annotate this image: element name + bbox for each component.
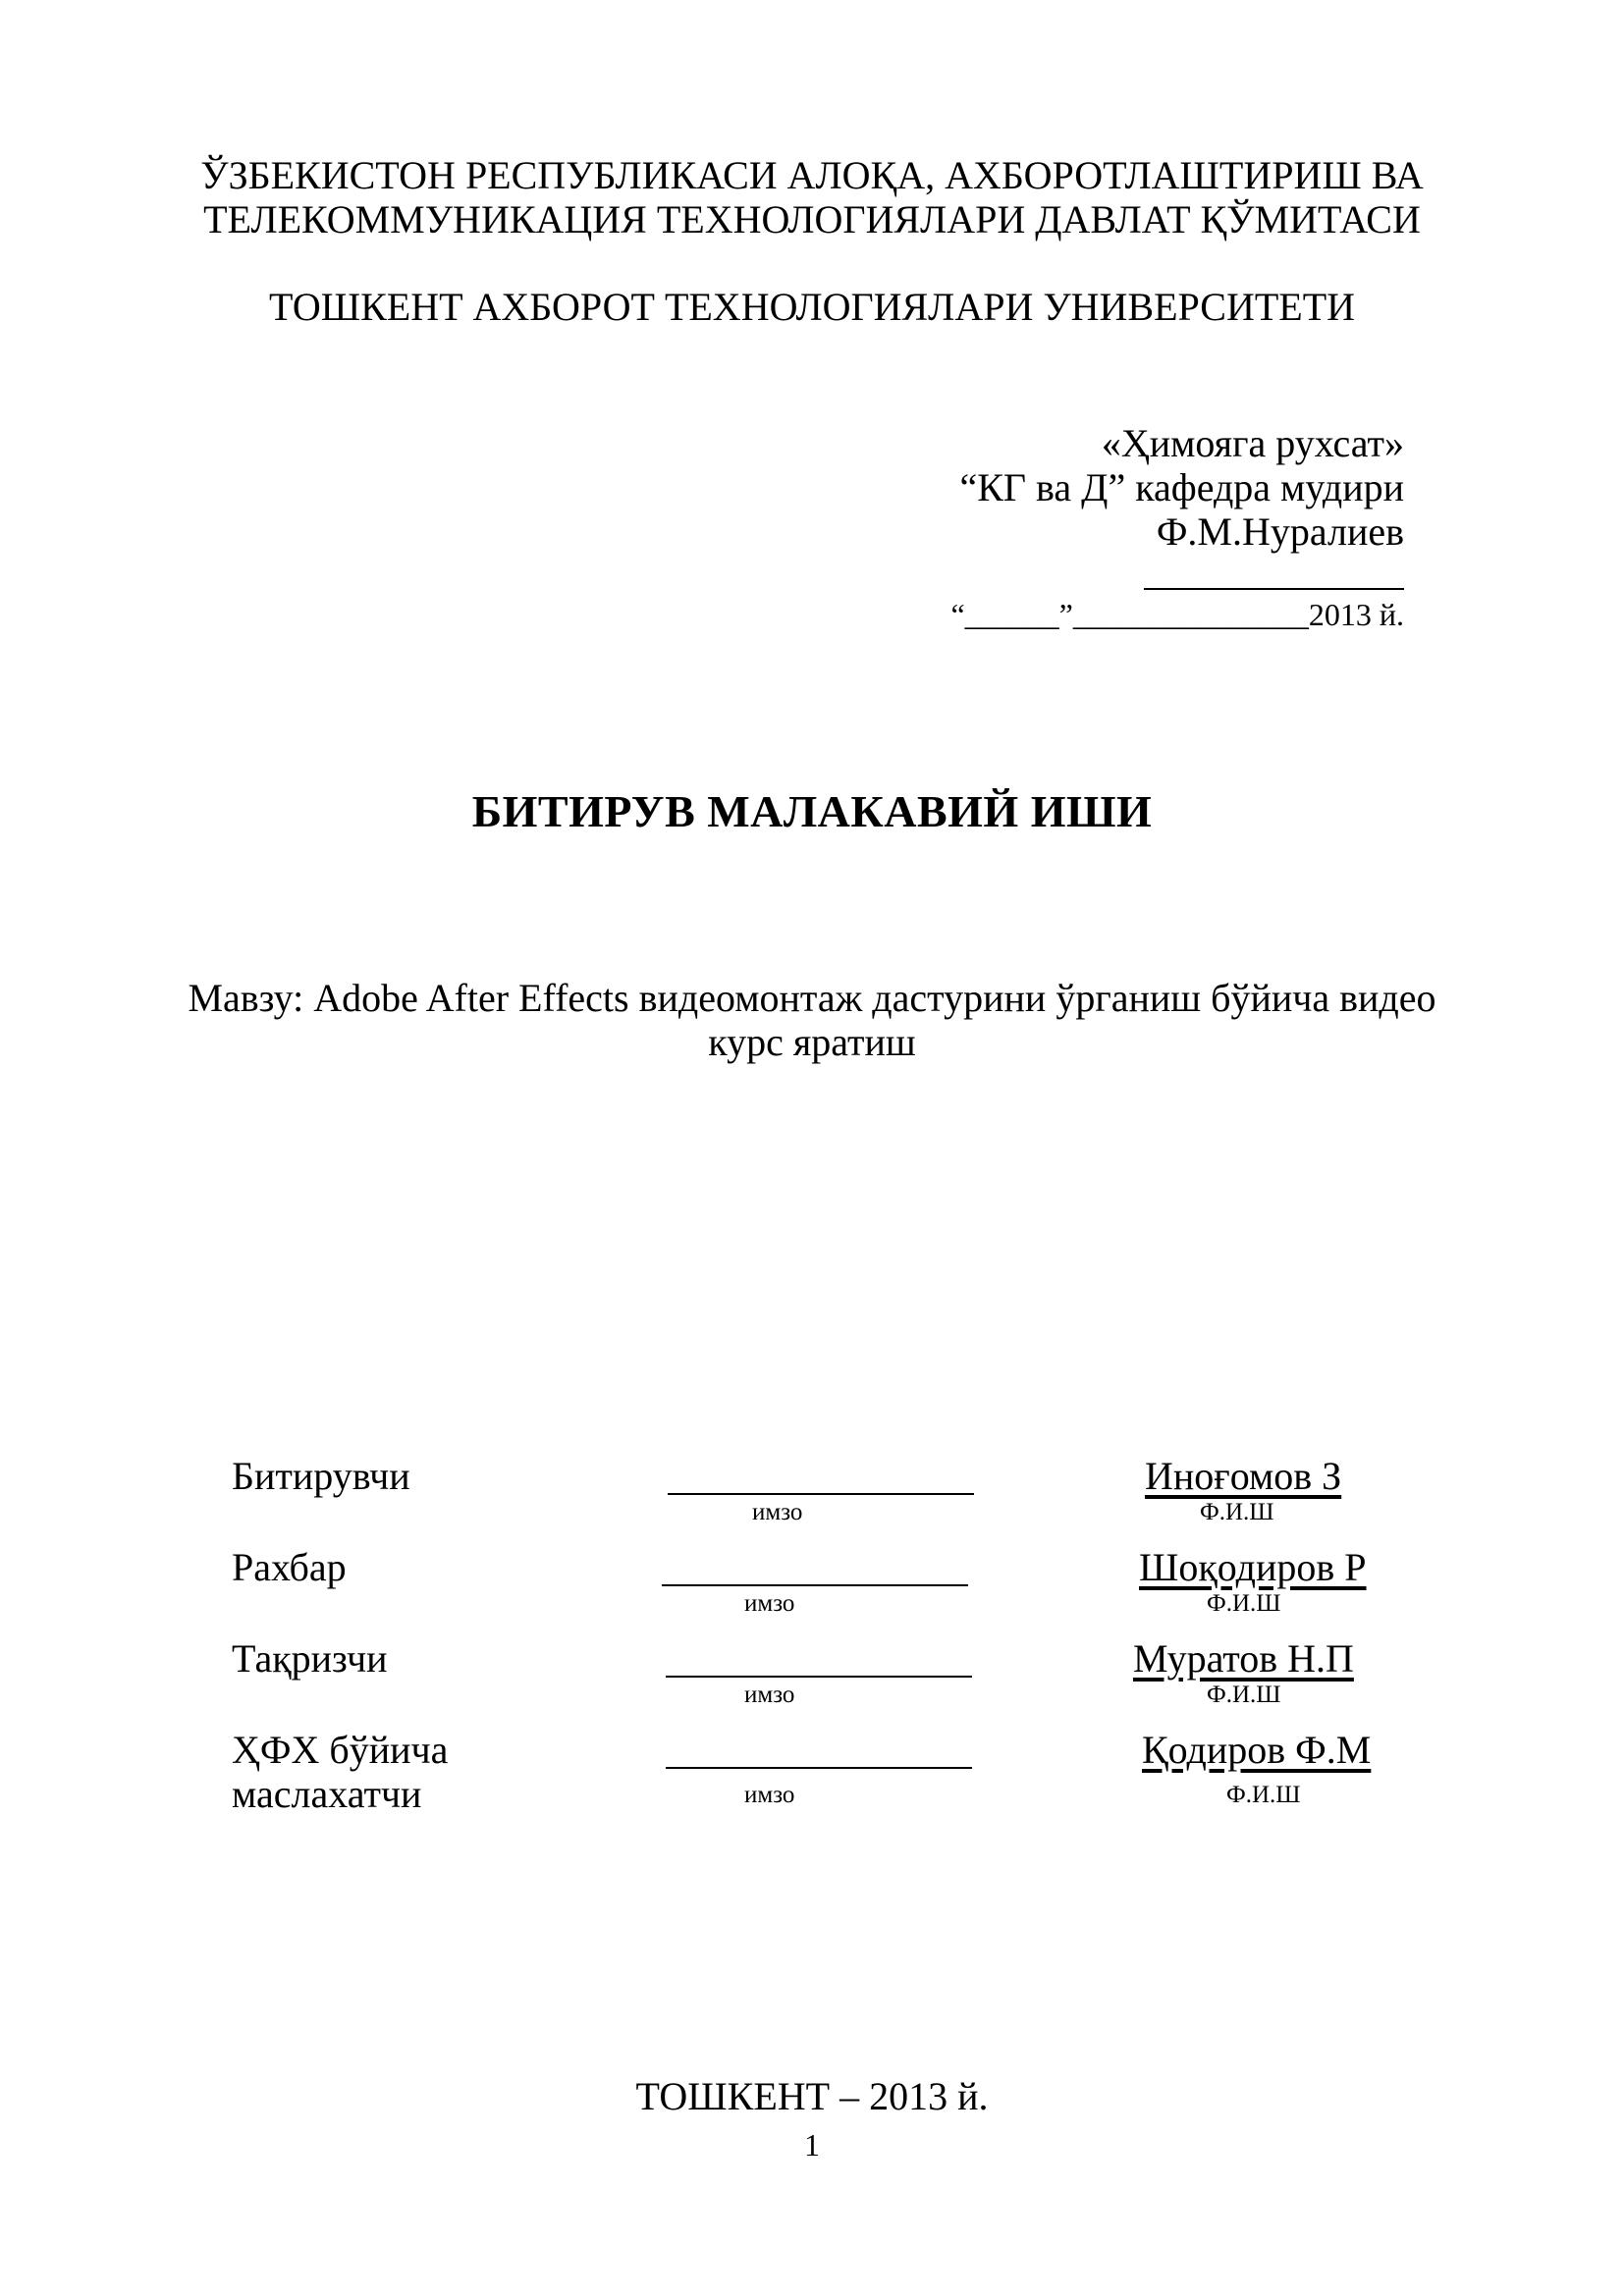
role-safety-consultant-line-2: маслахатчи	[232, 1772, 422, 1816]
topic-line-1: Мавзу: Adobe After Effects видеомонтаж дастурини ўрганиш бўйича видео	[188, 976, 1436, 1020]
approval-line-2: “КГ ва Д” кафедра мудири	[959, 465, 1404, 509]
sign-caption-reviewer: имзо	[744, 1682, 795, 1708]
approval-line-1: «Ҳимояга рухсат»	[1101, 421, 1404, 465]
document-title: БИТИРУВ МАЛАКАВИЙ ИШИ	[471, 786, 1153, 836]
name-safety-consultant: Қодиров Ф.М	[1142, 1728, 1372, 1772]
role-graduate: Битирувчи	[232, 1454, 410, 1498]
approval-head-name: Ф.М.Нуралиев	[1156, 509, 1404, 554]
name-graduate: Иноғомов З	[1145, 1454, 1342, 1498]
name-supervisor: Шоқодиров Р	[1139, 1545, 1367, 1589]
topic-line-2: курс яратиш	[708, 1020, 916, 1064]
name-reviewer: Муратов Н.П	[1133, 1636, 1354, 1681]
approval-date-line: “______”_______________2013 й.	[950, 597, 1404, 632]
sign-caption-graduate: имзо	[752, 1499, 803, 1525]
name-caption-reviewer: Ф.И.Ш	[1207, 1682, 1281, 1708]
sign-caption-supervisor: имзо	[744, 1590, 795, 1617]
ministry-line-1: ЎЗБЕКИСТОН РЕСПУБЛИКАСИ АЛОҚА, АХБОРОТЛАШТИРИШ ВА	[200, 153, 1424, 197]
signature-line-safety-consultant	[666, 1767, 972, 1769]
signature-line-supervisor	[662, 1584, 968, 1586]
city-year: ТОШКЕНТ – 2013 й.	[635, 2074, 989, 2118]
signature-line-graduate	[668, 1493, 974, 1495]
role-supervisor: Рахбар	[232, 1545, 347, 1589]
sign-caption-safety-consultant: имзо	[744, 1782, 795, 1808]
university-name: ТОШКЕНТ АХБОРОТ ТЕХНОЛОГИЯЛАРИ УНИВЕРСИТЕТИ	[268, 285, 1356, 329]
ministry-line-2: ТЕЛЕКОММУНИКАЦИЯ ТЕХНОЛОГИЯЛАРИ ДАВЛАТ ҚЎМИТАСИ	[203, 197, 1421, 241]
role-safety-consultant: ҲФХ бўйича	[232, 1728, 449, 1772]
role-reviewer: Тақризчи	[232, 1636, 388, 1681]
name-caption-safety-consultant: Ф.И.Ш	[1226, 1782, 1301, 1808]
page-number: 1	[804, 2127, 820, 2163]
approval-signature-line	[1144, 588, 1404, 590]
signature-line-reviewer	[666, 1676, 972, 1678]
name-caption-supervisor: Ф.И.Ш	[1207, 1590, 1281, 1617]
name-caption-graduate: Ф.И.Ш	[1200, 1499, 1274, 1525]
